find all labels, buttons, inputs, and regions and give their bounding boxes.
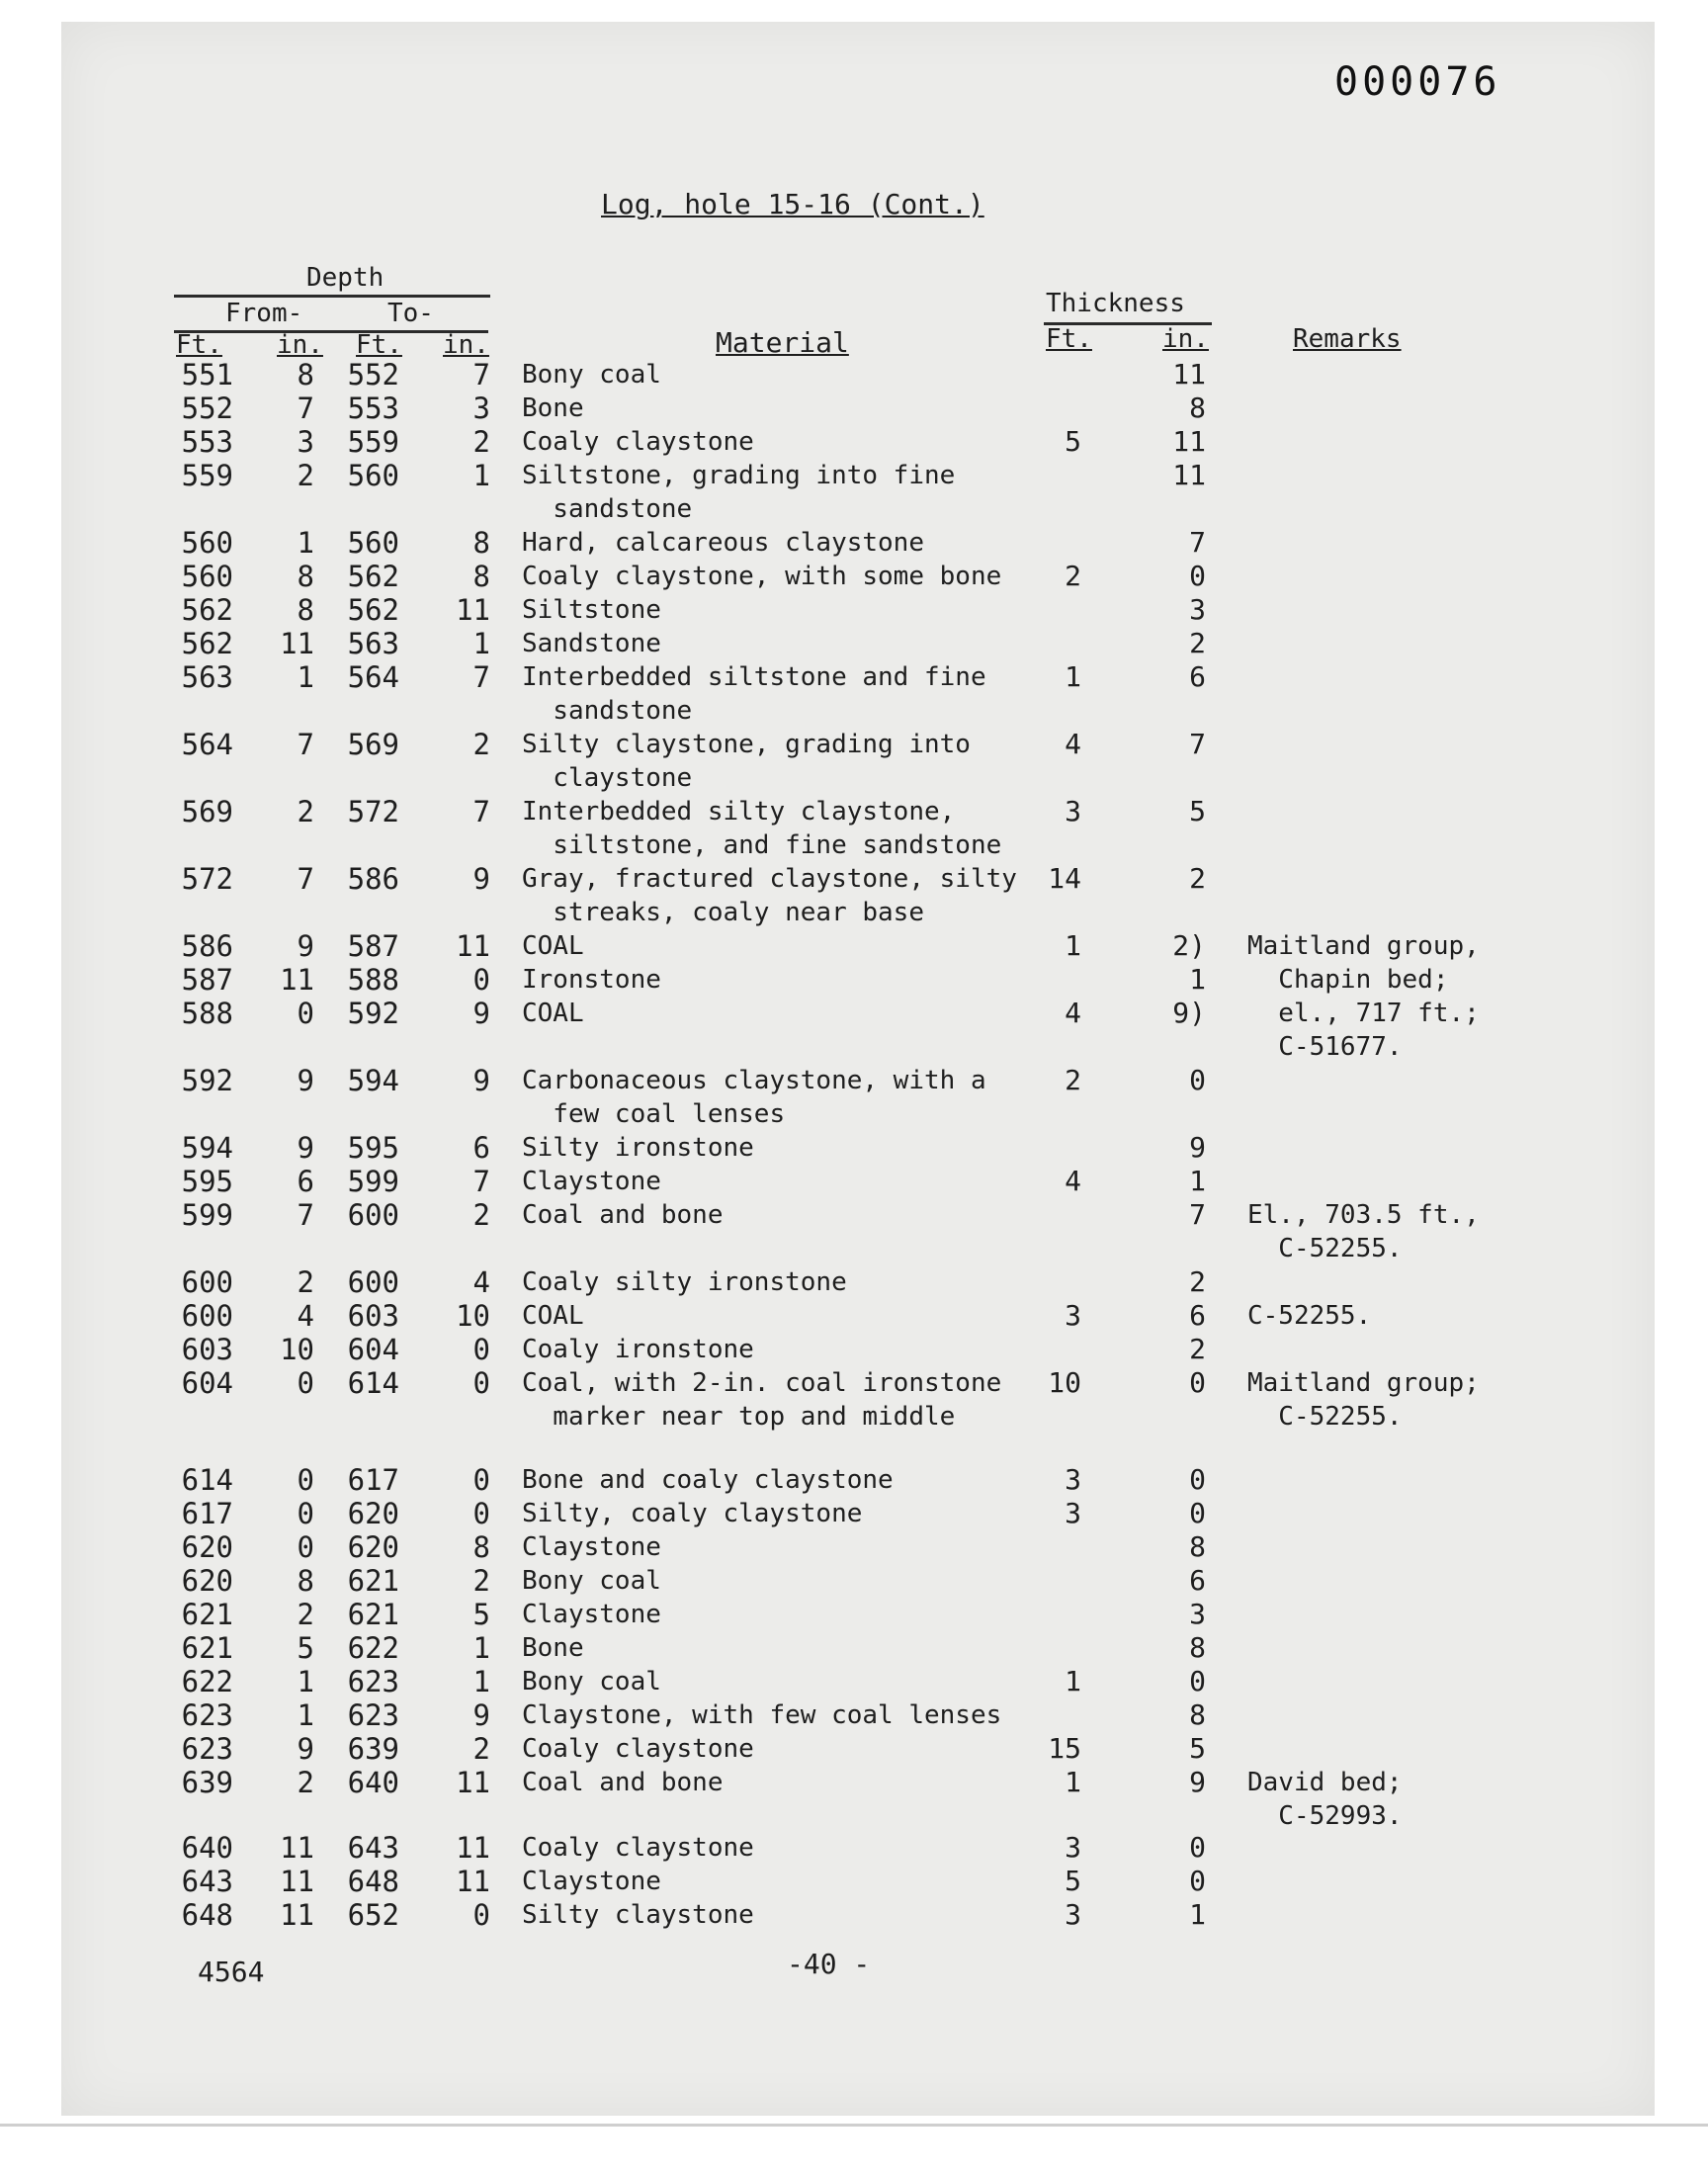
cell-material: Bony coal xyxy=(522,1566,661,1596)
cell-t-ft: 617 xyxy=(347,1463,399,1497)
cell-t-ft: 604 xyxy=(347,1333,399,1366)
cell-th-in: 9 xyxy=(1189,1766,1206,1798)
cell-th-ft: 3 xyxy=(1065,1898,1081,1931)
cell-f-ft: 564 xyxy=(181,728,233,761)
cell-material: claystone xyxy=(522,763,693,793)
cell-th-in: 7 xyxy=(1189,728,1206,760)
cell-f-ft: 588 xyxy=(181,997,233,1030)
cell-material: Claystone xyxy=(522,1532,661,1562)
cell-t-in: 11 xyxy=(456,1766,490,1799)
cell-t-ft: 643 xyxy=(347,1831,399,1865)
cell-t-ft: 648 xyxy=(347,1865,399,1898)
cell-material: Silty claystone, grading into xyxy=(522,730,971,759)
cell-f-in: 9 xyxy=(297,1064,314,1097)
cell-t-in: 11 xyxy=(456,1831,490,1865)
header-material: Material xyxy=(716,326,849,359)
cell-t-ft: 600 xyxy=(347,1198,399,1232)
cell-f-ft: 621 xyxy=(181,1598,233,1631)
cell-t-ft: 587 xyxy=(347,929,399,963)
cell-t-ft: 562 xyxy=(347,560,399,593)
header-remarks: Remarks xyxy=(1293,324,1402,354)
cell-material: Claystone xyxy=(522,1600,661,1629)
cell-t-ft: 620 xyxy=(347,1530,399,1564)
cell-material: Sandstone xyxy=(522,629,661,658)
cell-th-in: 7 xyxy=(1189,526,1206,559)
remark-line: El., 703.5 ft., xyxy=(1247,1200,1480,1230)
cell-f-ft: 594 xyxy=(181,1131,233,1165)
cell-material: Coaly silty ironstone xyxy=(522,1267,847,1297)
cell-f-in: 0 xyxy=(297,1366,314,1400)
cell-th-ft: 1 xyxy=(1065,1665,1081,1697)
cell-th-in: 0 xyxy=(1189,1064,1206,1096)
cell-material: Bone xyxy=(522,393,584,423)
cell-f-in: 11 xyxy=(280,1865,314,1898)
cell-material: Coaly claystone xyxy=(522,1734,754,1764)
cell-material: sandstone xyxy=(522,494,693,524)
cell-f-in: 0 xyxy=(297,1463,314,1497)
header-thickness-in: in. xyxy=(1162,324,1209,354)
cell-t-in: 1 xyxy=(472,1665,490,1698)
cell-f-in: 6 xyxy=(297,1165,314,1198)
cell-material: Claystone, with few coal lenses xyxy=(522,1700,1002,1730)
cell-t-in: 11 xyxy=(456,1865,490,1898)
cell-f-in: 2 xyxy=(297,1766,314,1799)
cell-f-in: 1 xyxy=(297,526,314,560)
cell-th-ft: 3 xyxy=(1065,1463,1081,1496)
cell-t-ft: 552 xyxy=(347,358,399,392)
remark-line: C-52993. xyxy=(1247,1801,1403,1831)
cell-t-ft: 614 xyxy=(347,1366,399,1400)
cell-th-ft: 3 xyxy=(1065,1497,1081,1529)
cell-material: streaks, coaly near base xyxy=(522,898,924,927)
cell-t-in: 2 xyxy=(472,1564,490,1598)
header-from-in: in. xyxy=(277,330,323,360)
cell-th-in: 6 xyxy=(1189,1299,1206,1332)
cell-material: Hard, calcareous claystone xyxy=(522,528,924,558)
cell-t-in: 9 xyxy=(472,862,490,896)
cell-th-in: 11 xyxy=(1172,459,1206,491)
cell-th-ft: 1 xyxy=(1065,929,1081,962)
cell-f-in: 1 xyxy=(297,1698,314,1732)
remark-line: C-51677. xyxy=(1247,1032,1403,1062)
cell-th-ft: 4 xyxy=(1065,1165,1081,1197)
cell-t-in: 1 xyxy=(472,459,490,492)
cell-t-ft: 563 xyxy=(347,627,399,660)
cell-th-ft: 5 xyxy=(1065,1865,1081,1897)
cell-th-in: 0 xyxy=(1189,1865,1206,1897)
cell-th-in: 8 xyxy=(1189,1631,1206,1664)
footer-number: 4564 xyxy=(198,1956,265,1988)
remark-line: el., 717 ft.; xyxy=(1247,999,1480,1028)
cell-t-ft: 599 xyxy=(347,1165,399,1198)
cell-t-ft: 639 xyxy=(347,1732,399,1766)
remark-line: Maitland group, xyxy=(1247,931,1480,961)
cell-th-in: 8 xyxy=(1189,1698,1206,1731)
cell-f-in: 3 xyxy=(297,425,314,459)
cell-material: marker near top and middle xyxy=(522,1402,956,1432)
cell-f-ft: 604 xyxy=(181,1366,233,1400)
cell-t-ft: 594 xyxy=(347,1064,399,1097)
cell-th-in: 6 xyxy=(1189,1564,1206,1597)
cell-th-in: 8 xyxy=(1189,1530,1206,1563)
cell-th-in: 2) xyxy=(1172,929,1206,962)
cell-t-ft: 623 xyxy=(347,1698,399,1732)
cell-material: Silty, coaly claystone xyxy=(522,1499,863,1528)
cell-material: Gray, fractured claystone, silty xyxy=(522,864,1017,894)
cell-f-ft: 623 xyxy=(181,1698,233,1732)
cell-t-ft: 652 xyxy=(347,1898,399,1932)
document-number-stamp: 000076 xyxy=(1334,59,1501,105)
cell-t-in: 6 xyxy=(472,1131,490,1165)
cell-f-in: 0 xyxy=(297,997,314,1030)
cell-material: Coal and bone xyxy=(522,1768,724,1797)
cell-material: Claystone xyxy=(522,1167,661,1196)
cell-t-ft: 553 xyxy=(347,392,399,425)
cell-th-ft: 15 xyxy=(1048,1732,1081,1765)
header-thickness: Thickness xyxy=(1046,289,1185,318)
cell-th-in: 0 xyxy=(1189,1497,1206,1529)
cell-f-in: 0 xyxy=(297,1497,314,1530)
cell-th-in: 5 xyxy=(1189,795,1206,827)
cell-f-in: 11 xyxy=(280,963,314,997)
header-from: From- xyxy=(225,299,303,328)
cell-th-in: 2 xyxy=(1189,1333,1206,1365)
cell-t-ft: 586 xyxy=(347,862,399,896)
page-number: -40 - xyxy=(787,1948,871,1980)
cell-f-ft: 560 xyxy=(181,560,233,593)
cell-t-ft: 564 xyxy=(347,660,399,694)
cell-f-in: 8 xyxy=(297,358,314,392)
cell-t-ft: 621 xyxy=(347,1598,399,1631)
cell-f-in: 5 xyxy=(297,1631,314,1665)
cell-th-in: 11 xyxy=(1172,425,1206,458)
cell-f-ft: 639 xyxy=(181,1766,233,1799)
cell-th-in: 0 xyxy=(1189,1366,1206,1399)
cell-t-in: 8 xyxy=(472,526,490,560)
cell-th-in: 2 xyxy=(1189,862,1206,895)
cell-th-ft: 10 xyxy=(1048,1366,1081,1399)
cell-material: Claystone xyxy=(522,1867,661,1896)
cell-material: Silty claystone xyxy=(522,1900,754,1930)
cell-t-ft: 562 xyxy=(347,593,399,627)
remark-line: C-52255. xyxy=(1247,1301,1372,1331)
cell-material: siltstone, and fine sandstone xyxy=(522,830,1002,860)
cell-t-in: 3 xyxy=(472,392,490,425)
cell-f-in: 2 xyxy=(297,459,314,492)
header-from-ft: Ft. xyxy=(176,330,222,360)
cell-f-ft: 587 xyxy=(181,963,233,997)
cell-material: Interbedded siltstone and fine xyxy=(522,662,986,692)
cell-f-in: 7 xyxy=(297,728,314,761)
cell-f-ft: 599 xyxy=(181,1198,233,1232)
cell-t-in: 1 xyxy=(472,627,490,660)
cell-f-in: 9 xyxy=(297,1131,314,1165)
header-depth: Depth xyxy=(306,263,384,293)
cell-material: Siltstone xyxy=(522,595,661,625)
cell-th-in: 0 xyxy=(1189,1665,1206,1697)
cell-f-in: 9 xyxy=(297,1732,314,1766)
cell-t-ft: 623 xyxy=(347,1665,399,1698)
cell-th-ft: 4 xyxy=(1065,728,1081,760)
cell-f-ft: 552 xyxy=(181,392,233,425)
cell-f-ft: 648 xyxy=(181,1898,233,1932)
cell-th-in: 11 xyxy=(1172,358,1206,391)
cell-t-in: 0 xyxy=(472,1497,490,1530)
cell-t-ft: 559 xyxy=(347,425,399,459)
cell-th-ft: 14 xyxy=(1048,862,1081,895)
header-to-ft: Ft. xyxy=(356,330,402,360)
cell-t-in: 9 xyxy=(472,1064,490,1097)
cell-f-in: 11 xyxy=(280,1831,314,1865)
cell-material: Bony coal xyxy=(522,360,661,390)
page-title: Log, hole 15-16 (Cont.) xyxy=(601,188,984,220)
cell-f-in: 9 xyxy=(297,929,314,963)
remark-line: Maitland group; xyxy=(1247,1368,1480,1398)
cell-t-in: 8 xyxy=(472,1530,490,1564)
cell-material: Ironstone xyxy=(522,965,661,995)
cell-th-ft: 4 xyxy=(1065,997,1081,1029)
cell-th-in: 2 xyxy=(1189,627,1206,659)
cell-f-in: 2 xyxy=(297,1265,314,1299)
cell-material: Bone and coaly claystone xyxy=(522,1465,894,1495)
cell-t-ft: 622 xyxy=(347,1631,399,1665)
cell-f-in: 8 xyxy=(297,1564,314,1598)
cell-f-in: 8 xyxy=(297,593,314,627)
cell-th-in: 1 xyxy=(1189,1898,1206,1931)
cell-material: COAL xyxy=(522,999,584,1028)
cell-t-ft: 560 xyxy=(347,526,399,560)
cell-th-in: 9) xyxy=(1172,997,1206,1029)
cell-f-ft: 562 xyxy=(181,593,233,627)
cell-t-ft: 603 xyxy=(347,1299,399,1333)
cell-t-in: 0 xyxy=(472,963,490,997)
cell-th-ft: 2 xyxy=(1065,1064,1081,1096)
cell-f-ft: 595 xyxy=(181,1165,233,1198)
cell-f-in: 11 xyxy=(280,1898,314,1932)
cell-f-in: 4 xyxy=(297,1299,314,1333)
cell-th-in: 6 xyxy=(1189,660,1206,693)
cell-t-ft: 595 xyxy=(347,1131,399,1165)
cell-f-ft: 620 xyxy=(181,1564,233,1598)
cell-f-ft: 553 xyxy=(181,425,233,459)
cell-material: Coaly claystone xyxy=(522,427,754,457)
cell-f-ft: 614 xyxy=(181,1463,233,1497)
cell-t-in: 1 xyxy=(472,1631,490,1665)
cell-th-ft: 5 xyxy=(1065,425,1081,458)
cell-material: Coaly claystone, with some bone xyxy=(522,562,1002,591)
cell-t-ft: 621 xyxy=(347,1564,399,1598)
cell-material: Bony coal xyxy=(522,1667,661,1696)
cell-f-in: 2 xyxy=(297,795,314,828)
cell-f-in: 7 xyxy=(297,1198,314,1232)
cell-th-ft: 3 xyxy=(1065,795,1081,827)
header-to: To- xyxy=(387,299,434,328)
cell-th-ft: 1 xyxy=(1065,660,1081,693)
cell-th-in: 8 xyxy=(1189,392,1206,424)
cell-t-in: 11 xyxy=(456,593,490,627)
cell-t-ft: 588 xyxy=(347,963,399,997)
cell-material: COAL xyxy=(522,931,584,961)
cell-f-ft: 643 xyxy=(181,1865,233,1898)
cell-f-in: 7 xyxy=(297,392,314,425)
cell-f-ft: 569 xyxy=(181,795,233,828)
cell-material: Coal, with 2-in. coal ironstone xyxy=(522,1368,1002,1398)
cell-material: Carbonaceous claystone, with a xyxy=(522,1066,986,1095)
cell-f-ft: 620 xyxy=(181,1530,233,1564)
cell-t-in: 10 xyxy=(456,1299,490,1333)
cell-material: few coal lenses xyxy=(522,1099,786,1129)
header-depth-rule xyxy=(174,295,490,298)
cell-f-in: 1 xyxy=(297,1665,314,1698)
cell-material: sandstone xyxy=(522,696,693,726)
cell-f-ft: 586 xyxy=(181,929,233,963)
cell-t-ft: 569 xyxy=(347,728,399,761)
cell-th-in: 7 xyxy=(1189,1198,1206,1231)
cell-f-ft: 559 xyxy=(181,459,233,492)
cell-f-ft: 551 xyxy=(181,358,233,392)
cell-th-ft: 2 xyxy=(1065,560,1081,592)
cell-t-in: 7 xyxy=(472,660,490,694)
cell-t-ft: 600 xyxy=(347,1265,399,1299)
cell-t-in: 9 xyxy=(472,997,490,1030)
cell-f-ft: 563 xyxy=(181,660,233,694)
cell-t-in: 8 xyxy=(472,560,490,593)
cell-th-in: 1 xyxy=(1189,963,1206,996)
cell-material: Interbedded silty claystone, xyxy=(522,797,956,826)
cell-f-ft: 592 xyxy=(181,1064,233,1097)
cell-f-ft: 562 xyxy=(181,627,233,660)
cell-material: Bone xyxy=(522,1633,584,1663)
cell-th-ft: 3 xyxy=(1065,1299,1081,1332)
cell-t-ft: 572 xyxy=(347,795,399,828)
cell-t-in: 11 xyxy=(456,929,490,963)
cell-material: Coal and bone xyxy=(522,1200,724,1230)
cell-t-in: 5 xyxy=(472,1598,490,1631)
cell-f-in: 11 xyxy=(280,627,314,660)
cell-t-in: 2 xyxy=(472,1732,490,1766)
cell-f-ft: 623 xyxy=(181,1732,233,1766)
cell-t-ft: 560 xyxy=(347,459,399,492)
cell-t-in: 2 xyxy=(472,1198,490,1232)
cell-t-in: 7 xyxy=(472,1165,490,1198)
cell-f-in: 7 xyxy=(297,862,314,896)
remark-line: C-52255. xyxy=(1247,1402,1403,1432)
cell-th-in: 2 xyxy=(1189,1265,1206,1298)
cell-th-in: 9 xyxy=(1189,1131,1206,1164)
cell-t-in: 2 xyxy=(472,728,490,761)
remark-line: C-52255. xyxy=(1247,1234,1403,1263)
cell-t-in: 7 xyxy=(472,795,490,828)
cell-t-in: 4 xyxy=(472,1265,490,1299)
cell-th-in: 3 xyxy=(1189,593,1206,626)
remark-line: David bed; xyxy=(1247,1768,1403,1797)
cell-t-ft: 620 xyxy=(347,1497,399,1530)
cell-t-in: 0 xyxy=(472,1366,490,1400)
header-thickness-ft: Ft. xyxy=(1046,324,1092,354)
cell-f-in: 1 xyxy=(297,660,314,694)
cell-t-ft: 640 xyxy=(347,1766,399,1799)
remark-line: Chapin bed; xyxy=(1247,965,1449,995)
cell-th-in: 3 xyxy=(1189,1598,1206,1630)
cell-material: Coaly claystone xyxy=(522,1833,754,1863)
cell-th-in: 1 xyxy=(1189,1165,1206,1197)
cell-th-in: 0 xyxy=(1189,560,1206,592)
cell-f-in: 8 xyxy=(297,560,314,593)
header-to-in: in. xyxy=(443,330,489,360)
cell-material: Siltstone, grading into fine xyxy=(522,461,956,490)
cell-th-ft: 1 xyxy=(1065,1766,1081,1798)
cell-t-in: 9 xyxy=(472,1698,490,1732)
cell-f-ft: 603 xyxy=(181,1333,233,1366)
cell-t-in: 2 xyxy=(472,425,490,459)
cell-th-in: 0 xyxy=(1189,1831,1206,1864)
cell-th-in: 5 xyxy=(1189,1732,1206,1765)
cell-f-ft: 622 xyxy=(181,1665,233,1698)
cell-f-in: 2 xyxy=(297,1598,314,1631)
cell-th-in: 0 xyxy=(1189,1463,1206,1496)
cell-f-in: 0 xyxy=(297,1530,314,1564)
cell-material: Coaly ironstone xyxy=(522,1335,754,1364)
cell-f-ft: 600 xyxy=(181,1299,233,1333)
cell-t-in: 0 xyxy=(472,1463,490,1497)
cell-th-ft: 3 xyxy=(1065,1831,1081,1864)
cell-material: COAL xyxy=(522,1301,584,1331)
cell-t-in: 0 xyxy=(472,1898,490,1932)
cell-f-ft: 621 xyxy=(181,1631,233,1665)
cell-f-ft: 600 xyxy=(181,1265,233,1299)
cell-f-ft: 560 xyxy=(181,526,233,560)
cell-f-in: 10 xyxy=(280,1333,314,1366)
cell-t-ft: 592 xyxy=(347,997,399,1030)
page-edge xyxy=(0,2124,1708,2127)
cell-f-ft: 572 xyxy=(181,862,233,896)
cell-t-in: 7 xyxy=(472,358,490,392)
cell-f-ft: 617 xyxy=(181,1497,233,1530)
cell-f-ft: 640 xyxy=(181,1831,233,1865)
cell-t-in: 0 xyxy=(472,1333,490,1366)
cell-material: Silty ironstone xyxy=(522,1133,754,1163)
